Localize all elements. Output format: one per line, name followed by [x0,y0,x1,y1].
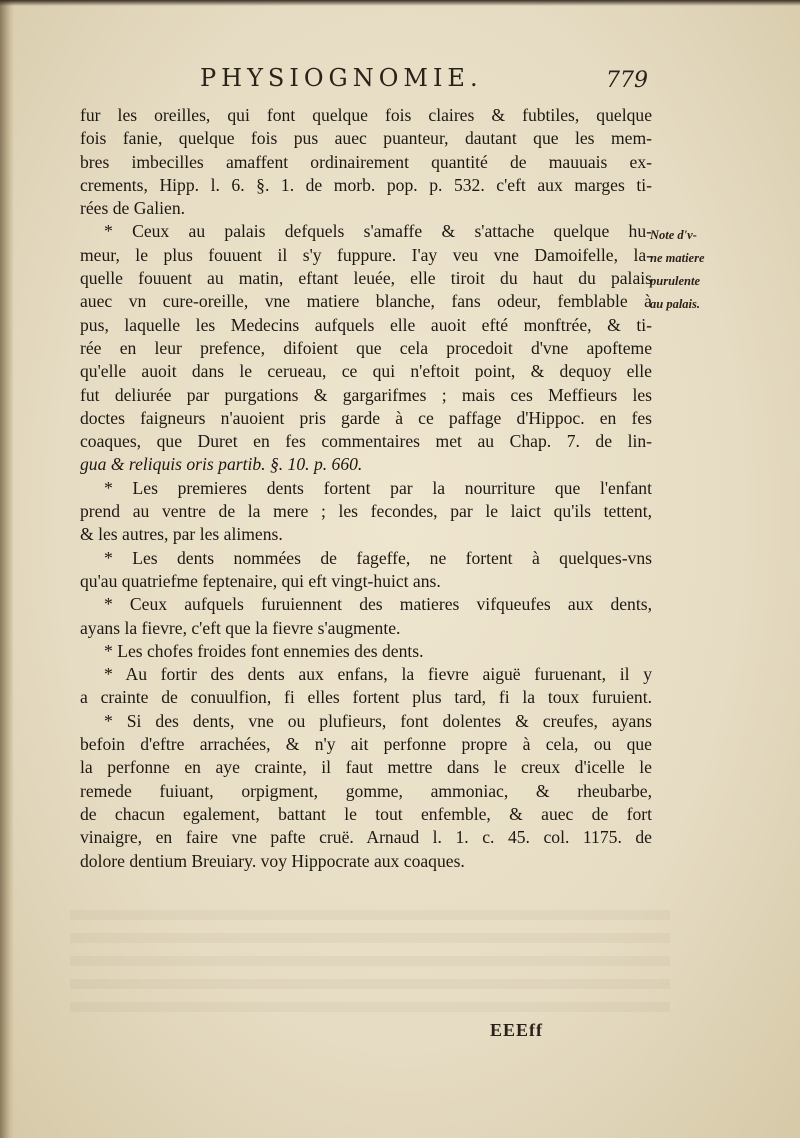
text-line: dolore dentium Breuiary. voy Hippocrate aux coaques. [80,850,465,871]
text-line: * Au fortir des dents aux enfans, la fievre aiguë furuenant, il y [104,664,652,685]
text-line: la perfonne en aye crainte, il faut mettre dans le creux d'icelle le [80,757,652,778]
text-line: doctes faigneurs n'auoient pris garde à ce paffage d'Hippoc. en fes [80,407,652,428]
text-line: quelle fouuent au matin, eftant leuée, elle tiroit du haut du palais [80,268,652,289]
page-top-edge [0,0,800,6]
text-line: rées de Galien. [80,198,186,219]
text-line: prend au ventre de la mere ; les fecondes, par le laict qu'ils tettent, [80,501,652,522]
text-line: fut deliurée par purgations & gargarifmes ; mais ces Meffieurs les [80,384,652,405]
text-line: vinaigre, en faire vne pafte cruë. Arnaud l. 1. c. 45. col. 1175. de [80,827,652,848]
text-line: qu'au quatriefme feptenaire, qui eft vingt-huict ans. [80,570,441,591]
text-line: bres imbecilles amaffent ordinairement quantité de mauuais ex- [80,151,652,172]
text-line: pus, laquelle les Medecins aufquels elle auoit efté monftrée, & ti- [80,314,652,335]
text-line: * Les premieres dents fortent par la nourriture que l'enfant [104,477,652,498]
running-head: PHYSIOGNOMIE. [200,64,483,92]
show-through-texture [70,910,670,1020]
text-line: & les autres, par les alimens. [80,524,283,545]
text-line: ayans la fievre, c'eft que la fievre s'augmente. [80,617,401,638]
margin-note-line: au palais. [650,297,701,311]
page-gutter [0,0,14,1138]
margin-note-line: purulente [650,274,701,288]
margin-note [650,224,790,316]
body-text [80,104,652,873]
text-line: befoin d'eftre arrachées, & n'y ait perfonne propre à cela, ou que [80,734,652,755]
margin-note-line: ne matiere [650,251,705,265]
text-line: * Ceux aufquels furuiennent des matieres vifqueufes aux dents, [104,594,652,615]
page-number: 779 [606,68,648,93]
text-line: qu'elle auoit dans le cerueau, ce qui n'eftoit point, & dequoy elle [80,361,652,382]
text-line: fur les oreilles, qui font quelque fois claires & fubtiles, quelque [80,105,652,125]
text-line: fois fanie, quelque fois pus auec puanteur, dautant que les mem- [80,128,652,149]
text-line: rée en leur prefence, difoient que cela procedoit d'vne apofteme [80,337,652,358]
text-line: meur, le plus fouuent il s'y fuppure. I'ay veu vne Damoifelle, la- [80,244,652,265]
text-line: a crainte de conuulfion, fi elles fortent plus tard, fi la toux furuient. [80,687,652,708]
text-line: remede fuiuant, orpigment, gomme, ammoniac, & rheubarbe, [80,780,652,801]
margin-note-line: Note d'v- [650,228,697,242]
text-line: * Les chofes froides font ennemies des dents. [104,640,424,661]
text-line: gua & reliquis oris partib. §. 10. p. 660. [80,454,363,475]
text-line: coaques, que Duret en fes commentaires met au Chap. 7. de lin- [80,431,652,452]
text-line: * Si des dents, vne ou plufieurs, font dolentes & creufes, ayans [104,710,652,731]
text-line: * Les dents nommées de fageffe, ne fortent à quelques-vns [104,547,652,568]
signature-mark: EEEff [490,1020,544,1040]
text-line: crements, Hipp. l. 6. §. 1. de morb. pop. p. 532. c'eft aux marges ti- [80,174,652,195]
text-line: de chacun egalement, battant le tout enfemble, & auec de fort [80,803,652,824]
text-line: * Ceux au palais defquels s'amaffe & s'attache quelque hu- [104,221,652,242]
text-line: auec vn cure-oreille, vne matiere blanche, fans odeur, femblable à [80,291,652,312]
